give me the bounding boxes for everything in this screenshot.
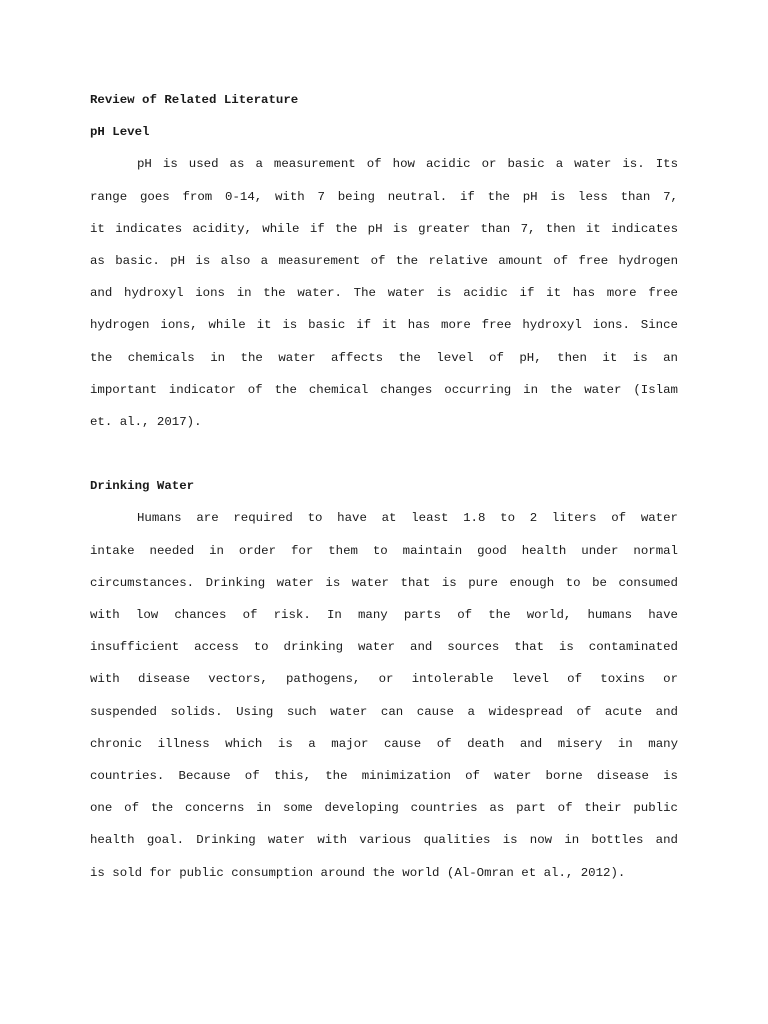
document-page bbox=[90, 84, 678, 889]
paragraph-line: Humans are required to have at least 1.8 to 2 liters of water bbox=[137, 511, 678, 526]
paragraph-line: pH is used as a measurement of how acidic or basic a water is. Its bbox=[137, 157, 678, 172]
paragraph-line: is sold for public consumption around the world (Al-Omran et al., 2012). bbox=[90, 865, 626, 880]
paragraph-line: and hydroxyl ions in the water. The water is acidic if it has more free bbox=[90, 286, 678, 301]
paragraph-line: hydrogen ions, while it is basic if it has more free hydroxyl ions. Since bbox=[90, 318, 678, 333]
paragraph-line: range goes from 0-14, with 7 being neutral. if the pH is less than 7, bbox=[90, 189, 678, 204]
paragraph-line: suspended solids. Using such water can cause a widespread of acute and bbox=[90, 704, 678, 719]
paragraph-line: important indicator of the chemical changes occurring in the water (Islam bbox=[90, 382, 678, 397]
paragraph-ph-level bbox=[90, 148, 678, 438]
paragraph-line: chronic illness which is a major cause of death and misery in many bbox=[90, 736, 678, 751]
paragraph-line: et. al., 2017). bbox=[90, 414, 202, 429]
paragraph-line: it indicates acidity, while if the pH is greater than 7, then it indicates bbox=[90, 221, 678, 236]
paragraph-line: the chemicals in the water affects the level of pH, then it is an bbox=[90, 350, 678, 365]
section-heading-drinking-water: Drinking Water bbox=[90, 479, 195, 494]
paragraph-drinking-water bbox=[90, 502, 678, 888]
paragraph-line: health goal. Drinking water with various qualities is now in bottles and bbox=[90, 833, 678, 848]
paragraph-line: intake needed in order for them to maintain good health under normal bbox=[90, 543, 678, 558]
paragraph-line: countries. Because of this, the minimization of water borne disease is bbox=[90, 768, 678, 783]
paragraph-line: with low chances of risk. In many parts of the world, humans have bbox=[90, 608, 678, 622]
paragraph-line: one of the concerns in some developing countries as part of their public bbox=[90, 801, 678, 816]
paragraph-line: circumstances. Drinking water is water that is pure enough to be consumed bbox=[90, 575, 678, 590]
blank-line bbox=[90, 438, 678, 470]
paragraph-line: with disease vectors, pathogens, or intolerable level of toxins or bbox=[90, 672, 678, 687]
section-heading-ph-level: pH Level bbox=[90, 125, 150, 140]
paragraph-line: insufficient access to drinking water and sources that is contaminated bbox=[90, 640, 678, 655]
paragraph-line: as basic. pH is also a measurement of the relative amount of free hydrogen bbox=[90, 253, 678, 268]
document-title: Review of Related Literature bbox=[90, 93, 299, 107]
